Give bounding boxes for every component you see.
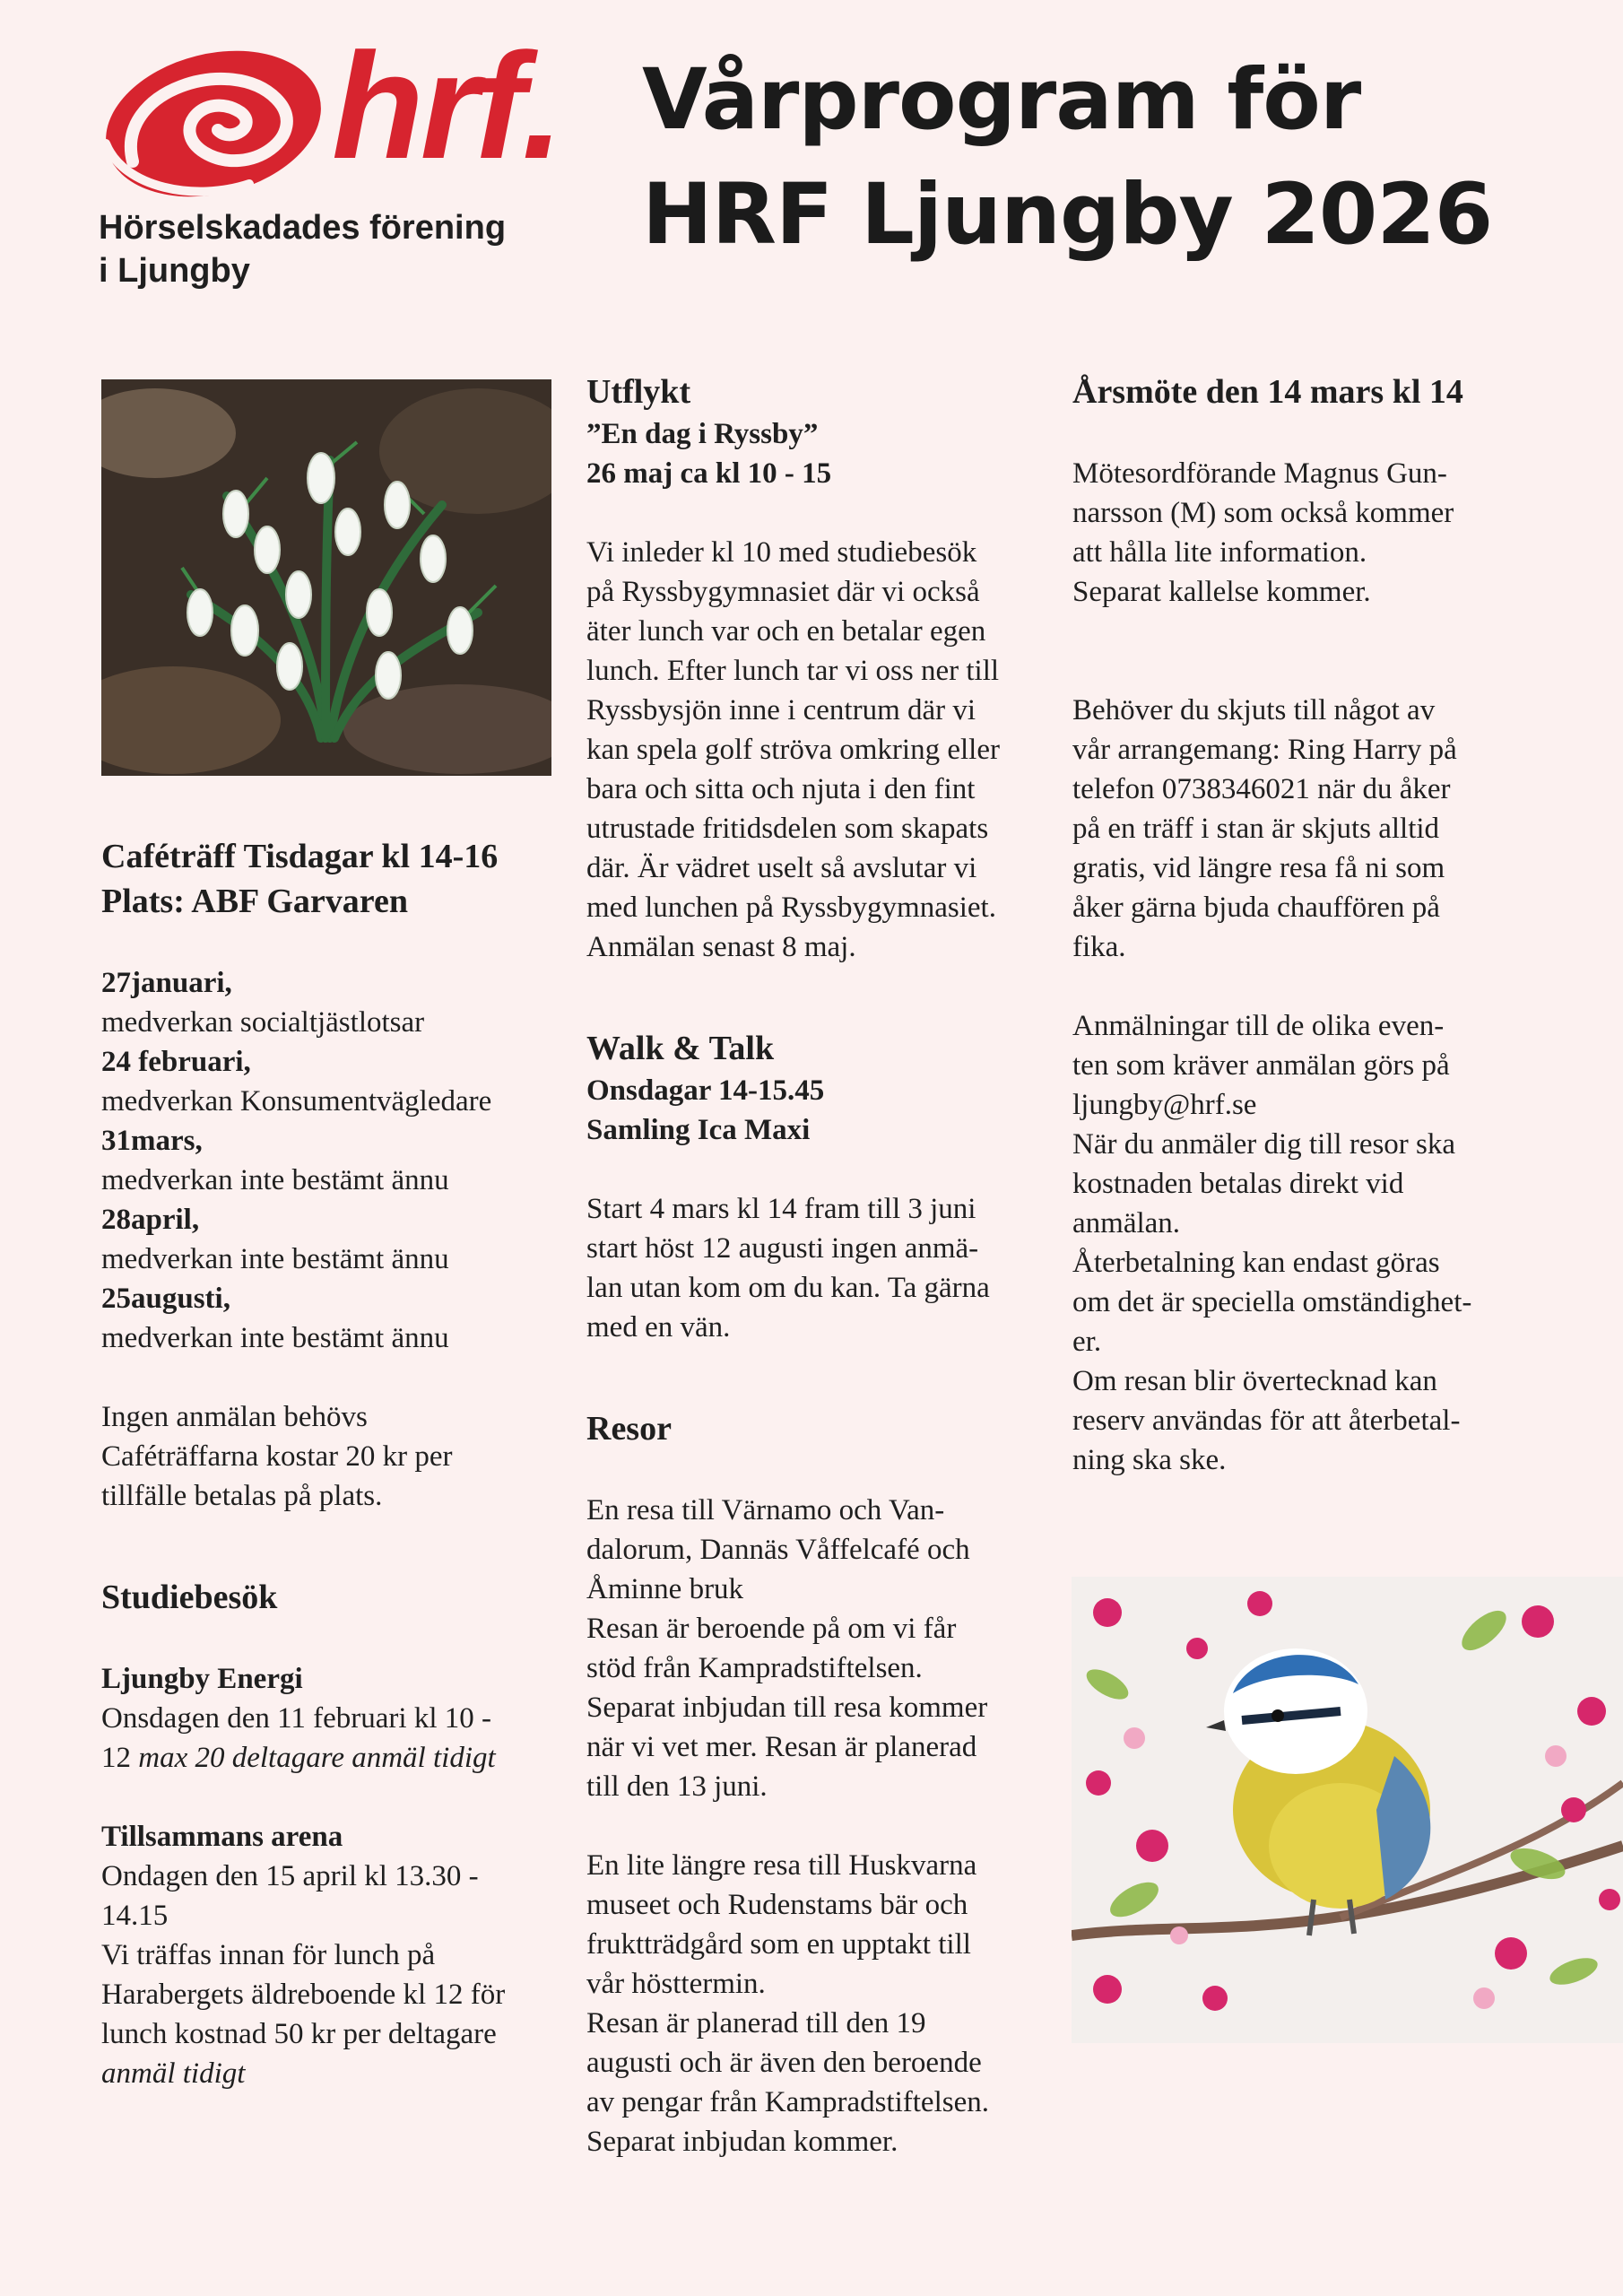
body-line: att hålla lite information.	[1072, 536, 1367, 569]
body-line: En lite längre resa till Huskvarna	[586, 1849, 977, 1882]
anmalan-body	[1072, 1006, 1539, 1480]
arena-heading: Tillsammans arena	[101, 1821, 343, 1853]
cafe-place: Plats: ABF Garvaren	[101, 883, 408, 920]
cafe-date: 24 februari,	[101, 1046, 251, 1078]
body-line: Behöver du skjuts till något av	[1072, 694, 1436, 726]
resor-trip-1	[586, 1491, 1071, 1806]
cafe-info: medverkan inte bestämt ännu	[101, 1243, 449, 1275]
body-line: Start 4 mars kl 14 fram till 3 juni	[586, 1193, 976, 1225]
page-title-line: HRF Ljungby 2026	[642, 166, 1493, 264]
cafe-date-list	[101, 963, 568, 1358]
arena-text: Vi träffas innan för lunch på	[101, 1939, 436, 1971]
body-line: Separat inbjudan till resa kommer	[586, 1692, 988, 1724]
body-line: fruktträdgård som en upptakt till	[586, 1928, 971, 1961]
cafe-info: medverkan socialtjästlotsar	[101, 1006, 425, 1039]
body-line: på Ryssbygymnasiet där vi också	[586, 576, 980, 608]
body-line: En resa till Värnamo och Van-	[586, 1494, 945, 1526]
body-line: vår hösttermin.	[586, 1968, 766, 2000]
body-line: reserv användas för att återbetal-	[1072, 1405, 1461, 1437]
body-line: till den 13 juni.	[586, 1770, 768, 1803]
body-line: med lunchen på Ryssbygymnasiet.	[586, 891, 996, 924]
cafe-info: medverkan Konsumentvägledare	[101, 1085, 492, 1118]
body-line: museet och Rudenstams bär och	[586, 1889, 968, 1921]
arena-text: anmäl tidigt	[101, 2057, 246, 2090]
body-line: stöd från Kampradstiftelsen.	[586, 1652, 923, 1684]
arena-text: lunch kostnad 50 kr per deltagare	[101, 2018, 497, 2050]
body-line: Om resan blir övertecknad kan	[1072, 1365, 1437, 1397]
body-line: Ryssbysjön inne i centrum där vi	[586, 694, 976, 726]
body-line: lunch. Efter lunch tar vi oss ner till	[586, 655, 1000, 687]
arena-text: Ondagen den 15 april kl 13.30 -	[101, 1860, 479, 1892]
logo-subtitle-line: Hörselskadades förening	[99, 209, 507, 247]
body-line: Resan är beroende på om vi får	[586, 1613, 957, 1645]
body-line: äter lunch var och en betalar egen	[586, 615, 986, 648]
body-line: narsson (M) som också kommer	[1072, 497, 1454, 529]
skjuts-body	[1072, 691, 1539, 967]
cafe-info: medverkan inte bestämt ännu	[101, 1322, 449, 1354]
utflykt-heading: Utflykt	[586, 373, 691, 411]
body-line: När du anmäler dig till resor ska	[1072, 1128, 1456, 1161]
body-line: fika.	[1072, 931, 1126, 963]
body-line: kostnaden betalas direkt vid	[1072, 1168, 1404, 1200]
energi-text	[101, 1738, 568, 1778]
body-line: om det är speciella omständighet-	[1072, 1286, 1472, 1318]
body-line: utrustade fritidsdelen som skapats	[586, 813, 989, 845]
arena-text: 14.15	[101, 1900, 169, 1932]
utflykt-body	[586, 533, 1071, 967]
body-line: Resan är planerad till den 19	[586, 2007, 926, 2039]
body-line: där. Är vädret uselt så avslutar vi	[586, 852, 977, 884]
body-line: Anmälningar till de olika even-	[1072, 1010, 1445, 1042]
body-line: vår arrangemang: Ring Harry på	[1072, 734, 1457, 766]
body-line: kan spela golf ströva omkring eller	[586, 734, 1000, 766]
energi-text: Onsdagen den 11 februari kl 10 -	[101, 1702, 491, 1735]
walk-body	[586, 1189, 1071, 1347]
body-line: Återbetalning kan endast göras	[1072, 1247, 1440, 1279]
energi-limit: max 20 deltagare anmäl tidigt	[138, 1742, 496, 1774]
logo-subtitle	[99, 206, 506, 292]
email-address: ljungby@hrf.se	[1072, 1089, 1257, 1121]
studie-heading: Studiebesök	[101, 1578, 278, 1616]
body-line: telefon 0738346021 när du åker	[1072, 773, 1451, 805]
body-line: dalorum, Dannäs Våffelcafé och	[586, 1534, 970, 1566]
body-line: Vi inleder kl 10 med studiebesök	[586, 536, 977, 569]
body-line: Anmälan senast 8 maj.	[586, 931, 856, 963]
cafe-heading: Caféträff Tisdagar kl 14-16	[101, 838, 499, 875]
logo-subtitle-line: i Ljungby	[99, 252, 250, 290]
cafe-note: tillfälle betalas på plats.	[101, 1480, 383, 1512]
body-line: på en träff i stan är skjuts alltid	[1072, 813, 1440, 845]
cafe-note: Caféträffarna kostar 20 kr per	[101, 1440, 453, 1473]
body-line: lan utan kom om du kan. Ta gärna	[586, 1272, 990, 1304]
energi-time: 12	[101, 1742, 139, 1774]
utflykt-subtitle: ”En dag i Ryssby”	[586, 418, 819, 450]
body-line: gratis, vid längre resa få ni som	[1072, 852, 1445, 884]
cafe-info: medverkan inte bestämt ännu	[101, 1164, 449, 1196]
blue-tit-photo	[1072, 1577, 1623, 2043]
cafe-date: 31mars,	[101, 1125, 203, 1157]
arena-text: Harabergets äldreboende kl 12 för	[101, 1979, 506, 2011]
resor-trip-2	[586, 1846, 1071, 2161]
body-line: Åminne bruk	[586, 1573, 744, 1605]
body-line: augusti och är även den beroende	[586, 2047, 982, 2079]
arsmote-body	[1072, 454, 1539, 612]
body-line: Separat inbjudan kommer.	[586, 2126, 898, 2158]
body-line: anmälan.	[1072, 1207, 1181, 1239]
resor-heading: Resor	[586, 1410, 672, 1448]
snowdrops-photo	[101, 379, 551, 776]
body-line: ning ska ske.	[1072, 1444, 1227, 1476]
cafe-note: Ingen anmälan behövs	[101, 1401, 368, 1433]
logo-wordmark: hrf.	[332, 22, 560, 190]
body-line: Separat kallelse kommer.	[1072, 576, 1371, 608]
body-line: ten som kräver anmälan görs på	[1072, 1049, 1450, 1082]
walk-meeting-point: Samling Ica Maxi	[586, 1114, 811, 1146]
walk-heading: Walk & Talk	[586, 1030, 775, 1067]
hrf-logo	[97, 22, 563, 296]
page-title-line: Vårprogram för	[642, 51, 1361, 149]
body-line: när vi vet mer. Resan är planerad	[586, 1731, 977, 1763]
cafe-date: 25augusti,	[101, 1283, 230, 1315]
column-utflykt-walk-resor	[586, 370, 1071, 2161]
arsmote-heading: Årsmöte den 14 mars kl 14	[1072, 373, 1463, 411]
body-line: av pengar från Kampradstiftelsen.	[586, 2086, 989, 2118]
utflykt-date: 26 maj ca kl 10 - 15	[586, 457, 832, 490]
column-arsmote-info	[1072, 370, 1539, 1480]
column-cafe-studie	[101, 834, 568, 2093]
walk-schedule: Onsdagar 14-15.45	[586, 1074, 825, 1107]
cafe-date: 27januari,	[101, 967, 232, 999]
body-line: er.	[1072, 1326, 1102, 1358]
cafe-date: 28april,	[101, 1204, 200, 1236]
energi-heading: Ljungby Energi	[101, 1663, 303, 1695]
body-line: start höst 12 augusti ingen anmä-	[586, 1232, 979, 1265]
body-line: Mötesordförande Magnus Gun-	[1072, 457, 1447, 490]
body-line: åker gärna bjuda chauffören på	[1072, 891, 1440, 924]
page-title	[642, 43, 1593, 273]
body-line: bara och sitta och njuta i den fint	[586, 773, 976, 805]
swirl-logo-icon	[97, 36, 330, 206]
body-line: med en vän.	[586, 1311, 731, 1344]
